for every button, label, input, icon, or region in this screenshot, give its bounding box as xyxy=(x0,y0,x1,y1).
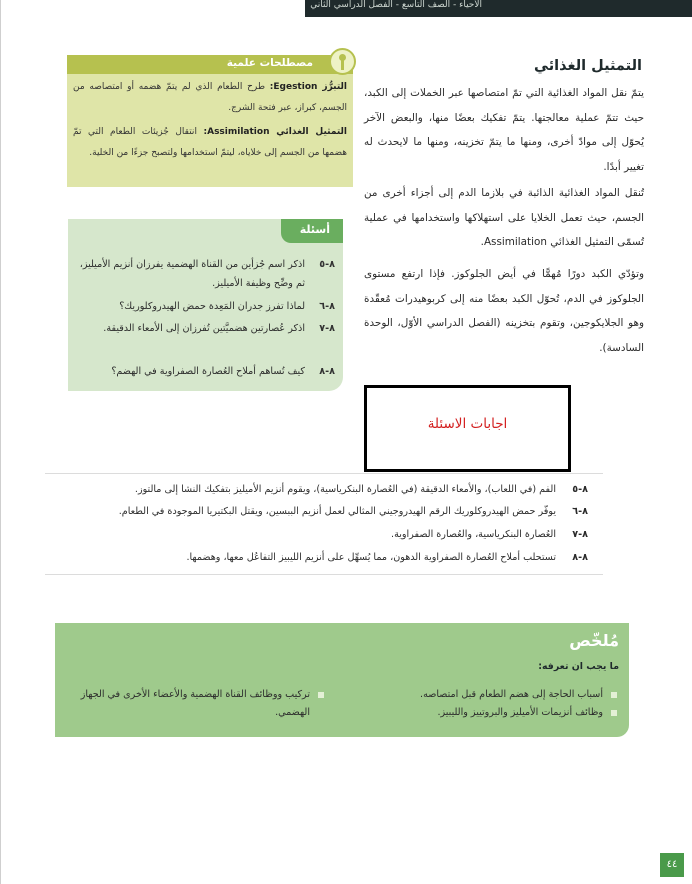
page-number: ٤٤ xyxy=(666,859,678,870)
bullet-icon xyxy=(318,692,324,698)
answer-text: يوفّر حمض الهيدروكلوريك الرقم الهيدروجيني المثالي لعمل أنزيم الببسين، ويقتل البكتيريا الموجودة في الطعام. xyxy=(118,506,556,517)
question-text: لماذا تفرز جدران المَعِدة حمض الهيدروكلوريك؟ xyxy=(119,301,305,312)
summary-item xyxy=(69,686,324,722)
summary-box xyxy=(55,623,629,737)
terms-header xyxy=(67,55,353,74)
answers-label: اجابات الاسئلة xyxy=(427,416,508,432)
answer-item xyxy=(135,482,588,498)
question-number: ٨-٦ xyxy=(319,301,335,312)
summary-item-text: تركيب ووظائف القناة الهضمية والأعضاء الأخرى في الجهاز الهضمي. xyxy=(80,689,310,718)
page-number-badge xyxy=(660,853,684,877)
term-item xyxy=(73,122,347,164)
term-name: التمثيل الغذائي Assimilation: xyxy=(203,127,347,137)
bullet-icon xyxy=(611,692,617,698)
page-left-border xyxy=(0,0,1,884)
keyhole-icon xyxy=(329,48,356,75)
questions-header xyxy=(281,219,343,243)
question-item xyxy=(70,255,335,293)
question-item xyxy=(70,319,335,338)
question-number: ٨-٥ xyxy=(319,259,335,270)
answer-number: ٨-٦ xyxy=(572,506,588,517)
terms-heading: مصطلحات علمية xyxy=(226,57,313,69)
article-paragraph: وتؤدّي الكبد دورًا مُهمًّا في أيض الجلوكوز. فإذا ارتفع مستوى الجلوكوز في الدم، تُحوّل الكبد بعضًا منه إلى كربوهيدرات مُعقّدة وهو الجلايكوجين، وتقوم بتخزينه (الفصل الدراسي الأوّل، الوحدة السادسة). xyxy=(364,268,644,354)
answers-list xyxy=(45,473,603,575)
questions-box xyxy=(68,219,343,391)
answer-item xyxy=(391,527,588,543)
answers-label-box xyxy=(364,385,571,472)
question-text: اذكر اسم جُزأين من القناة الهضمية يفرزان أنزيم الأميليز، ثم وضِّح وظيفة الأميليز. xyxy=(79,259,305,289)
answer-item xyxy=(186,550,588,566)
summary-subtitle: ما يجب ان تعرفه: xyxy=(538,661,619,672)
question-item xyxy=(70,362,335,381)
term-item xyxy=(73,77,347,119)
question-text: اذكر عُصارتين هضميَّتين تُفرزان إلى الأمعاء الدقيقة. xyxy=(103,323,305,334)
term-definition: طرح الطعام الذي لم يتمّ هضمه أو امتصاصه من الجسم، كبراز، عبر فتحة الشرج. xyxy=(73,82,347,113)
term-definition: انتقال جُزيئات الطعام التي تمّ هضمها من الجسم إلى خلاياه، ليتمّ استخدامها ولتصبح جزءًا من الخلية. xyxy=(73,127,347,158)
header-bar xyxy=(305,0,692,17)
summary-title: مُلخّص xyxy=(569,631,619,650)
summary-item-text: وظائف أنزيمات الأميليز والبروتييز والليبيز. xyxy=(437,707,603,718)
answer-number: ٨-٧ xyxy=(572,529,588,540)
article-paragraph: تُنقل المواد الغذائية الذائبة في بلازما الدم إلى أجزاء أخرى من الجسم، حيث تعمل الخلايا على استهلاكها واستخدامها في عملية تُسمّى التمثيل الغذائي Assimilation. xyxy=(364,187,644,248)
question-number: ٨-٧ xyxy=(319,323,335,334)
answer-text: العُصارة البنكرياسية، والعُصارة الصفراوية. xyxy=(391,529,556,540)
summary-item xyxy=(377,686,617,704)
questions-heading: أسئلة xyxy=(299,223,330,236)
breadcrumb: الأحياء - الصف التاسع - الفصل الدراسي الثاني xyxy=(310,0,482,10)
terms-box xyxy=(67,55,353,187)
answer-item xyxy=(119,504,588,520)
question-item xyxy=(70,297,335,316)
article-title: التمثيل الغذائي xyxy=(534,58,642,74)
question-number: ٨-٨ xyxy=(319,366,335,377)
summary-item-text: أسباب الحاجة إلى هضم الطعام قبل امتصاصه. xyxy=(420,689,603,700)
answer-number: ٨-٨ xyxy=(572,552,588,563)
term-name: التبرُّز Egestion: xyxy=(269,82,347,92)
question-text: كيف تُساهم أملاح العُصارة الصفراوية في الهضم؟ xyxy=(111,366,305,377)
answer-text: تستحلب أملاح العُصارة الصفراوية الدهون، مما يُسهِّل على أنزيم الليبيز التفاعُل معها، وهضمها. xyxy=(186,552,556,563)
answer-number: ٨-٥ xyxy=(572,484,588,495)
article-paragraph: يتمّ نقل المواد الغذائية التي تمّ امتصاصها عبر الخملات إلى الكبد، حيث تتمّ عملية معالجتها. يتمّ تفكيك بعضًا منها، والبعض الآخر يُحوّل إلى موادّ أخرى، ومنها ما يتمّ تخزينه، ومنها ما لايحدث له تغيير أبدًا. xyxy=(364,87,644,173)
summary-item xyxy=(377,704,617,722)
bullet-icon xyxy=(611,710,617,716)
answer-text: الفم (في اللعاب)، والأمعاء الدقيقة (في العُصارة البنكرياسية)، ويقوم أنزيم الأميليز بتفكيك النشا إلى مالتوز. xyxy=(134,484,556,495)
